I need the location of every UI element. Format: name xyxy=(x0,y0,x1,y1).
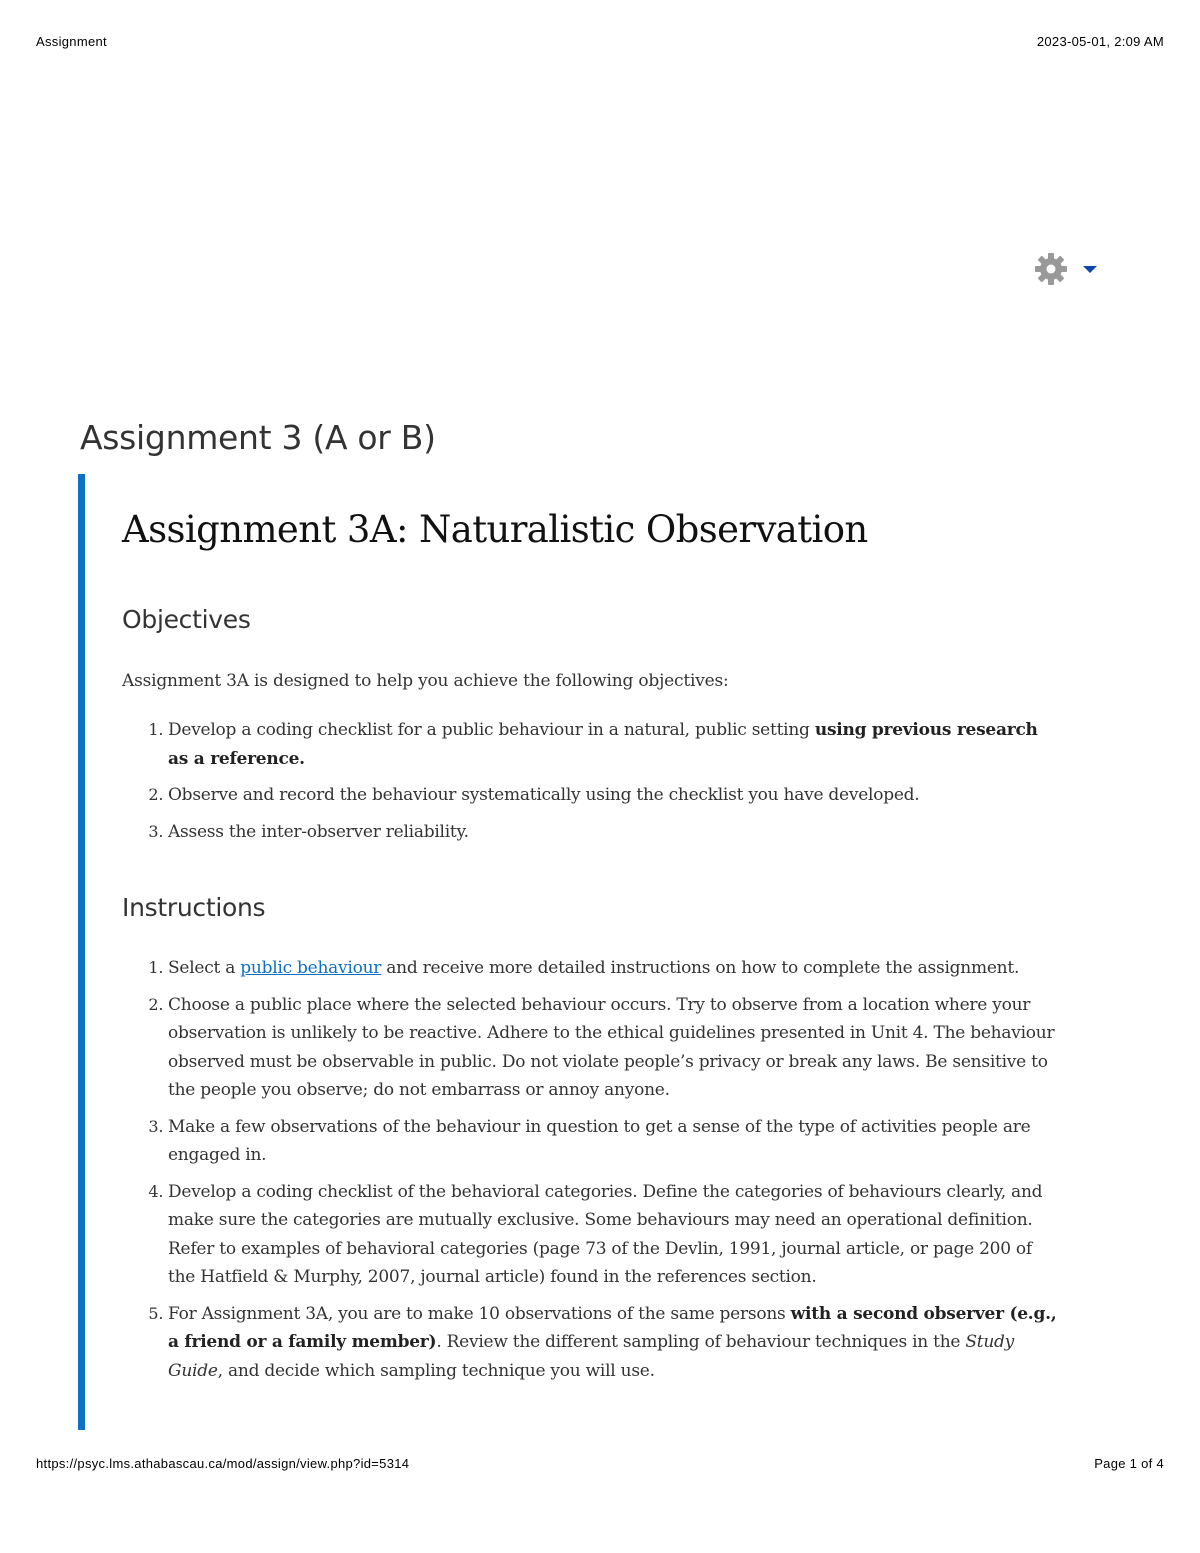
objective-bold-text: using previous research as a reference xyxy=(168,720,1038,769)
instruction-text: and receive more detailed instructions on how to complete the assignment. xyxy=(381,958,1020,978)
objective-text: Observe and record the behaviour systematically using the checklist you have developed. xyxy=(168,785,920,805)
print-footer-url: https://psyc.lms.athabascau.ca/mod/assign/view.php?id=5314 xyxy=(36,1456,410,1471)
objective-text: Develop a coding checklist for a public behaviour in a natural, public setting xyxy=(168,720,815,740)
list-item xyxy=(168,818,1062,847)
instruction-text: Select a xyxy=(168,958,241,978)
list-item xyxy=(168,991,1062,1105)
assignment-description xyxy=(122,508,1062,1393)
list-item xyxy=(168,1178,1062,1292)
list-item xyxy=(168,1300,1062,1386)
page-title: Assignment 3 (A or B) xyxy=(80,418,436,457)
objectives-list xyxy=(122,716,1062,846)
instruction-text: Choose a public place where the selected behaviour occurs. Try to observe from a location where your observation is unlikely to be reactive. Adhere to the ethical guidelines presented in Unit 4. The behaviour observed must be observable in public. Do not violate people’s privacy or break any laws. Be sensitive to the people you observe; do not embarrass or annoy anyone. xyxy=(168,994,1055,1100)
instruction-bold-text: with a second observer (e.g., a friend or a family member) xyxy=(168,1303,1057,1352)
study-guide-title: Study Guide xyxy=(168,1332,1015,1381)
objectives-heading: Objectives xyxy=(122,605,251,634)
chevron-down-icon xyxy=(1083,266,1097,273)
objective-text: Assess the inter-observer reliability. xyxy=(168,821,469,842)
list-item xyxy=(168,1113,1062,1170)
instruction-text: . Review the different sampling of behaviour techniques in the xyxy=(436,1332,966,1352)
list-item xyxy=(168,954,1062,983)
content-accent-bar xyxy=(78,474,85,1430)
instructions-list xyxy=(122,954,1062,1385)
instruction-text: For Assignment 3A, you are to make 10 observations of the same persons xyxy=(168,1303,791,1324)
list-item xyxy=(168,781,1062,810)
print-footer-page: Page 1 of 4 xyxy=(1094,1456,1164,1471)
instruction-text: , and decide which sampling technique you will use. xyxy=(217,1360,655,1381)
assignment-title: Assignment 3A: Naturalistic Observation xyxy=(122,508,868,551)
public-behaviour-link[interactable]: public behaviour xyxy=(240,958,382,978)
objective-end-punct: . xyxy=(299,748,305,769)
instruction-text: Develop a coding checklist of the behavioral categories. Define the categories of behaviours clearly, and make sure the categories are mutually exclusive. Some behaviours may need an operational definition. Refer to examples of behavioral categories (page 73 of the Devlin, 1991, journal article, or page 200 of the Hatfield & Murphy, 2007, journal article) found in the references section. xyxy=(168,1181,1043,1287)
gear-icon xyxy=(1034,252,1068,286)
objectives-intro: Assignment 3A is designed to help you achieve the following objectives: xyxy=(122,671,729,691)
print-footer xyxy=(36,1456,1164,1471)
print-header-title: Assignment xyxy=(36,34,107,49)
instructions-heading: Instructions xyxy=(122,893,266,922)
print-header xyxy=(36,34,1164,49)
instruction-text: Make a few observations of the behaviour in question to get a sense of the type of activities people are engaged in. xyxy=(168,1116,1031,1165)
print-header-datetime: 2023-05-01, 2:09 AM xyxy=(1036,34,1164,49)
list-item xyxy=(168,716,1062,773)
settings-menu-button[interactable] xyxy=(1034,252,1097,286)
